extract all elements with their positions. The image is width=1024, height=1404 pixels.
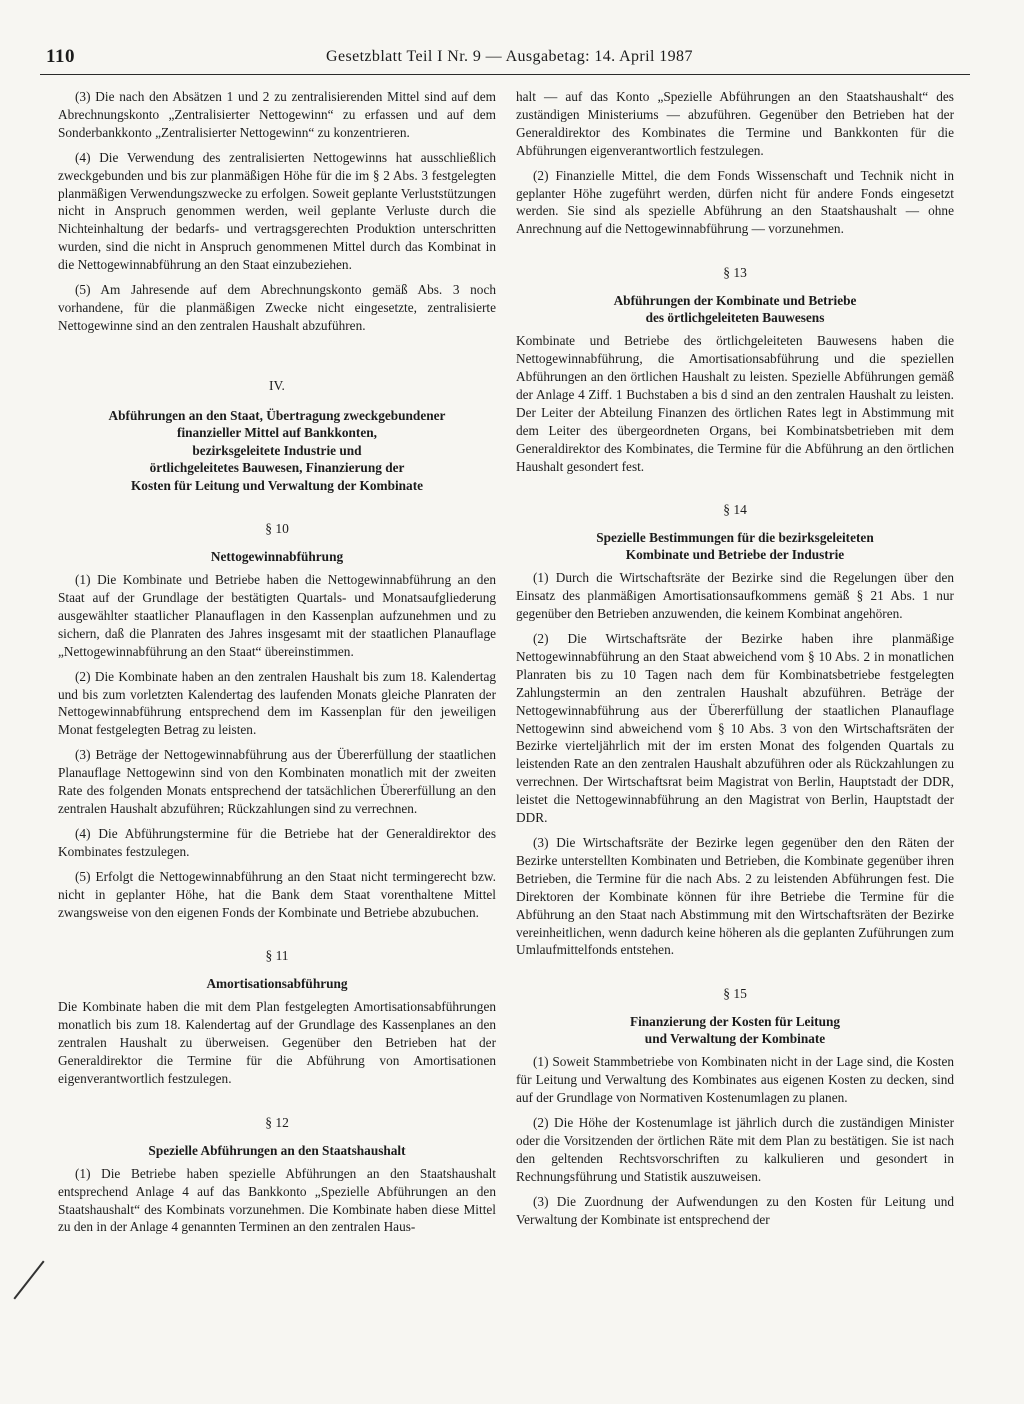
paragraph-14-2: (2) Die Wirtschaftsräte der Bezirke haben ihre planmäßige Nettogewinnabführung an den Staat abweichend vom § 10 Abs. 2 in monatlichen Planraten bis zu 10 Tagen nach dem für Kombinatsbetriebe festgelegten Zahlungstermin an den zentralen Haushalt abzuführen. Beträge der Nettogewinnabführung aus der Übererfüllung der staatlichen Planauflage Nettogewinn sind abweichend vom § 10 Abs. 3 von den Wirtschaftsräten der Bezirke vierteljährlich mit der im ersten Monat des folgenden Quartals zu leistenden Rate an den zentralen Haushalt abzuführen oder als Rückzahlungen zu verrechnen. Der Wirtschaftsrat beim Magistrat von Berlin, Hauptstadt der DDR, leistet die Nettogewinnabführung an den Magistrat von Berlin, Hauptstadt der DDR. <box>516 631 954 826</box>
paragraph-9-5: (5) Am Jahresende auf dem Abrechnungskonto gemäß Abs. 3 noch vorhandene, für die planmäßigen Zwecke nicht eingesetzte, zentralisierte Nettogewinne sind an den zentralen Haushalt abzuführen. <box>58 282 496 333</box>
paragraph-9-4: (4) Die Verwendung des zentralisierten Nettogewinns hat ausschließlich zweckgebunden und bis zur planmäßigen Höhe für die im § 2 Abs. 3 festgelegten planmäßigen Verwendungszwecke zu erfolgen. Soweit geplante Verluststützungen nicht in Anspruch genommen werden, weil geplante Verluste durch die Nichteinhaltung der bedarfs- und vertragsgerechten Produktion unterschritten wurden, sind die nicht in Anspruch genommenen Mittel durch das Kombinat in die Nettogewinnabführung an den Staat einzubeziehen. <box>58 149 496 273</box>
paragraph-12-1: (1) Die Betriebe haben spezielle Abführungen an den Staatshaushalt entsprechend Anlage 4 auf das Bankkonto „Spezielle Abführungen an den Staatshaushalt“ des Kombinats vorzunehmen. Die Kombinate haben diese Mittel zu den in der Anlage 4 genannten Terminen an den zentralen Haus- <box>58 1165 496 1235</box>
section-11-number: § 11 <box>265 948 289 964</box>
paragraph-11: Die Kombinate haben die mit dem Plan festgelegten Amortisationsabführungen monatlich bis zum 18. Kalendertag auf der Grundlage des Kassenplanes an den zentralen Haushalt zu überweisen. Gegenüber den Betrieben hat der Generaldirektor die Termine für die Abführung von Amortisationen eigenverantwortlich festzulegen. <box>58 999 496 1086</box>
section-13-title-line: des örtlichgeleiteten Bauwesens <box>645 310 825 326</box>
chapter-title <box>58 407 496 495</box>
chapter-title-line: Kosten für Leitung und Verwaltung der Kombinate <box>130 477 424 493</box>
section-15-number: § 15 <box>723 986 747 1002</box>
paragraph-13: Kombinate und Betriebe des örtlichgeleiteten Bauwesens haben die Nettogewinnabführung, die Amortisationsabführung und die speziellen Abführungen an den örtlichen Haushalt zu leisten. Spezielle Abführungen gemäß der Anlage 4 Ziff. 1 Buchstaben a bis d sind an den zentralen Haushalt zu leisten. Der Leiter der Abteilung Finanzen des örtlichen Rates legt in Abstimmung mit dem Leiter des übergeordneten Organs, bei Kombinatsbetrieben mit dem Generaldirektor des Kombinates, die Termine für die Abführung an den örtlichen Haushalt gesondert fest. <box>516 333 954 474</box>
section-10-number: § 10 <box>265 521 289 537</box>
left-column <box>58 88 496 1243</box>
paragraph-10-1: (1) Die Kombinate und Betriebe haben die Nettogewinnabführung an den Staat auf der Grundlage der bestätigten Quartals- und Monatsaufgliederung ausgewählter staatlicher Planauflagen in den Kassenplan aufzunehmen und zu sichern, daß die Planraten des Jahres insgesamt mit der staatlichen Planauflage „Nettogewinnabführung an den Staat“ übereinstimmen. <box>58 572 496 659</box>
paragraph-15-1: (1) Soweit Stammbetriebe von Kombinaten nicht in der Lage sind, die Kosten für Leitung und Verwaltung des Kombinates aus eigenen Kosten zu decken, sind auf der Grundlage von Normativen Kostenumlagen zu planen. <box>516 1054 954 1106</box>
gazette-title: Gesetzblatt Teil I Nr. 9 — Ausgabetag: 14. April 1987 <box>326 48 693 65</box>
section-12-number: § 12 <box>265 1114 289 1130</box>
section-11-title: Amortisationsabführung <box>206 976 348 992</box>
section-14-title-line: Spezielle Bestimmungen für die bezirksgeleiteten <box>596 530 874 546</box>
section-13-number: § 13 <box>723 265 747 281</box>
section-13-title-line: Abführungen der Kombinate und Betriebe <box>613 293 857 309</box>
right-column <box>516 88 954 1235</box>
handwritten-margin-mark <box>13 1260 44 1299</box>
section-13-title <box>516 292 954 326</box>
chapter-title-line: finanzieller Mittel auf Bankkonten, <box>177 425 377 441</box>
section-15-title-line: und Verwaltung der Kombinate <box>644 1031 826 1047</box>
paragraph-10-3: (3) Beträge der Nettogewinnabführung aus der Übererfüllung der staatlichen Planauflage Nettogewinn sind von den Kombinaten monatlich mit der zweiten Rate des folgenden Monats entsprechend der tatsächlichen Übererfüllung an den zentralen Haushalt abzuführen; Rückzahlungen sind zu verrechnen. <box>58 747 496 816</box>
page-header <box>40 44 970 75</box>
section-12-title: Spezielle Abführungen an den Staatshaushalt <box>148 1142 406 1158</box>
paragraph-10-2: (2) Die Kombinate haben an den zentralen Haushalt bis zum 18. Kalendertag und bis zum vorletzten Kalendertag des laufenden Monats gleiche Planraten der Nettogewinnabführung entsprechend dem im Kassenplan für den jeweiligen Monat festgelegten Betrag zu leisten. <box>58 668 496 738</box>
section-14-title <box>516 529 954 563</box>
paragraph-10-4: (4) Die Abführungstermine für die Betriebe hat der Generaldirektor des Kombinates festzulegen. <box>58 825 496 859</box>
chapter-number: IV. <box>269 377 285 393</box>
paragraph-12-1-continued: halt — auf das Konto „Spezielle Abführungen an den Staatshaushalt“ des zuständigen Ministeriums — abzuführen. Gegenüber den Betrieben hat der Generaldirektor des Kombinates die Termine und Bankkonten für die Abführungen eigenverantwortlich festzulegen. <box>516 89 954 158</box>
paragraph-10-5: (5) Erfolgt die Nettogewinnabführung an den Staat nicht termingerecht bzw. nicht in geplanter Höhe, hat die Bank dem Staat vorenthaltene Mittel zwangsweise von den eigenen Fonds der Kombinate und Betriebe abzubuchen. <box>58 868 496 920</box>
paragraph-12-2: (2) Finanzielle Mittel, die dem Fonds Wissenschaft und Technik nicht in geplanter Höhe zugeführt werden, dürfen nicht für andere Fonds eingesetzt werden. Sie sind als spezielle Abführung an den Staatshaushalt — ohne Anrechnung auf die Nettogewinnabführung — vorzunehmen. <box>516 167 954 237</box>
paragraph-15-3: (3) Die Zuordnung der Aufwendungen zu den Kosten für Leitung und Verwaltung der Kombinate ist entsprechend der <box>516 1193 954 1227</box>
section-10-title: Nettogewinnabführung <box>210 549 344 565</box>
paragraph-15-2: (2) Die Höhe der Kostenumlage ist jährlich durch die zuständigen Minister oder die Vorsitzenden der örtlichen Räte mit dem Plan zu bestätigen. Sie ist nach den geltenden Rechtsvorschriften zu kalkulieren und gesondert in Rechnungsführung und Statistik auszuweisen. <box>516 1114 954 1184</box>
paragraph-9-3: (3) Die nach den Absätzen 1 und 2 zu zentralisierenden Mittel sind auf dem Abrechnungskonto „Zentralisierter Nettogewinn“ zu erfassen und auf dem Sonderbankkonto „Zentralisierter Nettogewinn“ zu konzentrieren. <box>58 89 496 140</box>
paragraph-14-1: (1) Durch die Wirtschaftsräte der Bezirke sind die Regelungen über den Einsatz des planmäßigen Amortisationsaufkommens gemäß § 21 Abs. 1 nur gegenüber den Betrieben anzuwenden, die keinem Kombinat angehören. <box>516 570 954 622</box>
page-number: 110 <box>46 46 75 67</box>
chapter-title-line: bezirksgeleitete Industrie und <box>192 442 362 458</box>
section-14-title-line: Kombinate und Betriebe der Industrie <box>625 547 845 563</box>
chapter-title-line: örtlichgeleitetes Bauwesen, Finanzierung der <box>149 460 405 476</box>
paragraph-14-3: (3) Die Wirtschaftsräte der Bezirke legen gegenüber den den Räten der Bezirke unterstellten Kombinaten und Betrieben, die Kombinate gegenüber ihren Betrieben, die Termine für die nach Abs. 2 zu leistenden Abführungen fest. Die Direktoren der Kombinate können für ihre Betriebe die Termine für die Abführung an den Staat nach Abstimmung mit den Wirtschaftsräten der Bezirke vereinheitlichen, wenn dadurch keine höheren als die geplanten Zuführungen zum Umlaufmittelfonds entstehen. <box>516 835 954 958</box>
section-15-title <box>516 1013 954 1047</box>
section-14-number: § 14 <box>723 502 747 518</box>
chapter-title-line: Abführungen an den Staat, Übertragung zweckgebundener <box>108 407 446 423</box>
section-15-title-line: Finanzierung der Kosten für Leitung <box>629 1014 841 1030</box>
